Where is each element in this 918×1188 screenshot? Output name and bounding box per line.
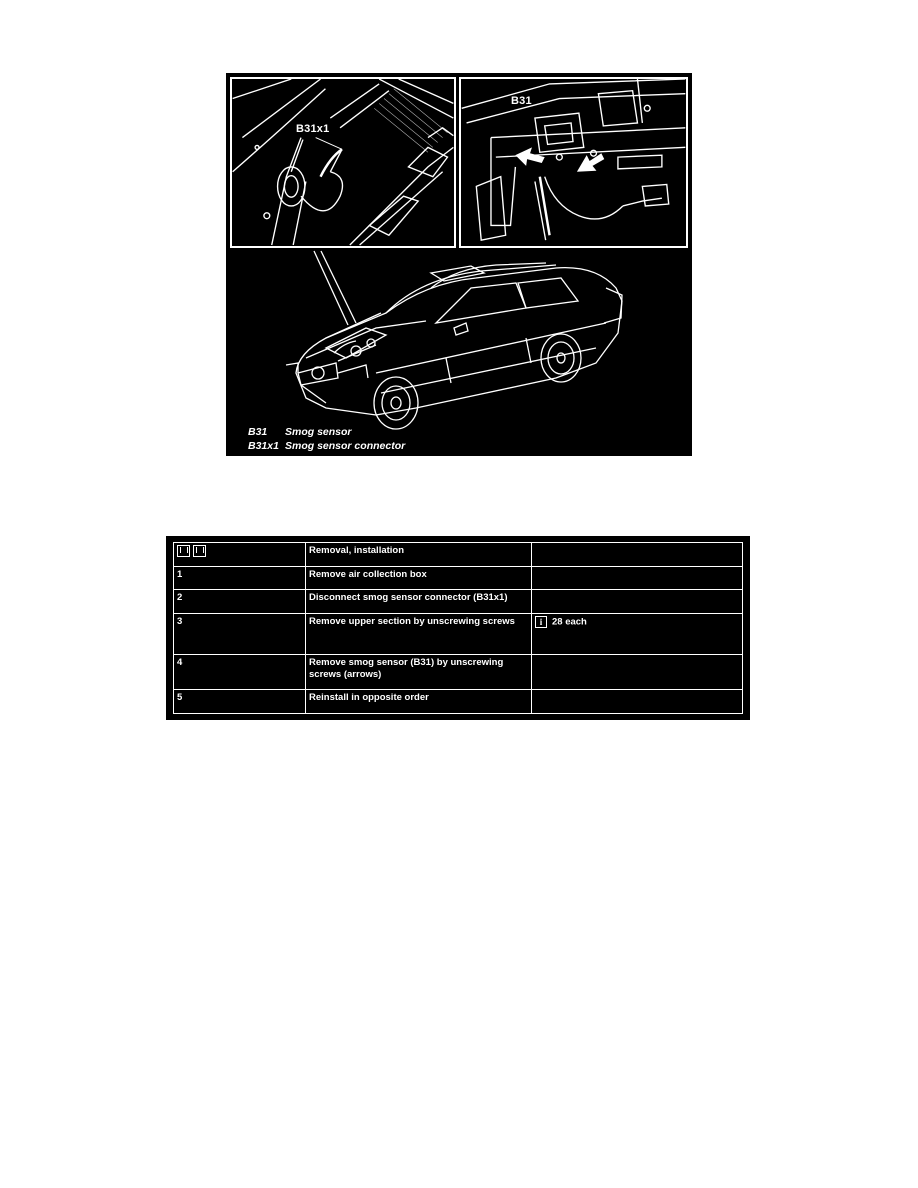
table-row [174,613,743,654]
step-text: Remove upper section by unscrewing screws [306,613,532,654]
step-note: 28 each [552,616,587,628]
sensor-detail-drawing [461,79,686,246]
step-text: Disconnect smog sensor connector (B31x1) [306,590,532,614]
step-number: 2 [174,590,306,614]
step-text: Reinstall in opposite order [306,690,532,714]
header-icons-cell [174,543,306,567]
smog-sensor-figure [226,73,692,456]
procedure-table-box [166,536,750,720]
arrow-right-icon [577,153,604,172]
legend-code: B31 [248,426,268,438]
sensor-detail-inset [459,77,688,248]
step-note [532,566,743,590]
header-title: Removal, installation [306,543,532,567]
info-icon: i [535,616,547,628]
step-number: 3 [174,613,306,654]
legend-code: B31x1 [248,440,279,452]
figure-legend [248,425,405,453]
install-icon [193,545,206,557]
step-note [532,590,743,614]
sensor-callout-label: B31 [511,95,532,107]
connector-detail-drawing [232,79,454,246]
step-number: 4 [174,654,306,689]
table-row [174,690,743,714]
legend-row [248,439,405,453]
step-number: 1 [174,566,306,590]
legend-description: Smog sensor connector [285,440,406,452]
step-number: 5 [174,690,306,714]
table-row [174,654,743,689]
step-note-cell [532,613,743,654]
table-header-row [174,543,743,567]
legend-description: Smog sensor [285,426,352,438]
step-text: Remove air collection box [306,566,532,590]
remove-icon [177,545,190,557]
table-row [174,590,743,614]
step-note [532,690,743,714]
legend-row [248,425,405,439]
arrow-left-icon [515,147,544,166]
connector-detail-inset [230,77,456,248]
connector-callout-label: B31x1 [296,123,330,135]
header-note [532,543,743,567]
step-note [532,654,743,689]
table-row [174,566,743,590]
step-text: Remove smog sensor (B31) by unscrewing screws (arrows) [306,654,532,689]
procedure-table [173,542,743,714]
